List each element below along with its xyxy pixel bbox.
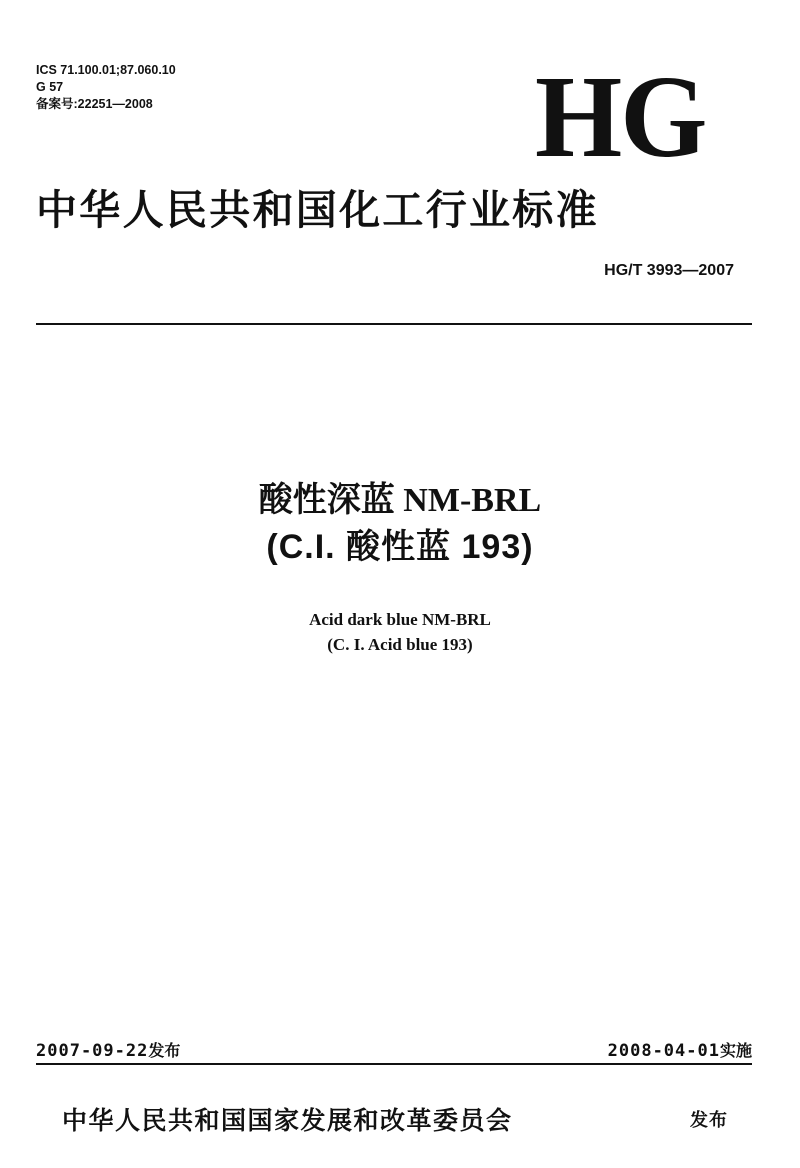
issue-label: 发布 [148, 1041, 181, 1060]
implementation-date: 2008-04-01 [607, 1041, 720, 1061]
chinese-title-line-1: 酸性深蓝 NM-BRL [258, 482, 542, 519]
chinese-title-block [0, 478, 800, 570]
implementation-label: 实施 [719, 1041, 752, 1060]
chinese-title-line-2: (C.I. 酸性蓝 193) [266, 528, 534, 566]
issue-date: 2007-09-22 [36, 1041, 149, 1061]
standard-category-title: 中华人民共和国化工行业标准 [36, 186, 599, 234]
ics-code: ICS 71.100.01;87.060.10 [36, 63, 176, 77]
ccs-code: G 57 [36, 80, 64, 94]
top-divider [36, 323, 752, 325]
filing-number: 备案号:22251—2008 [36, 97, 153, 111]
publisher-name: 中华人民共和国国家发展和改革委员会 [62, 1106, 513, 1135]
implementation-date-block [608, 1038, 752, 1061]
standard-number: HG/T 3993—2007 [604, 262, 734, 279]
english-title-line-2: (C. I. Acid blue 193) [327, 635, 473, 654]
english-title-line-1: Acid dark blue NM-BRL [309, 610, 491, 629]
hg-logo: HG [535, 51, 706, 182]
english-title-block [0, 607, 800, 657]
publish-label: 发布 [690, 1110, 728, 1131]
issue-date-block [36, 1038, 180, 1061]
document-metadata [36, 62, 176, 113]
bottom-divider [36, 1063, 752, 1065]
